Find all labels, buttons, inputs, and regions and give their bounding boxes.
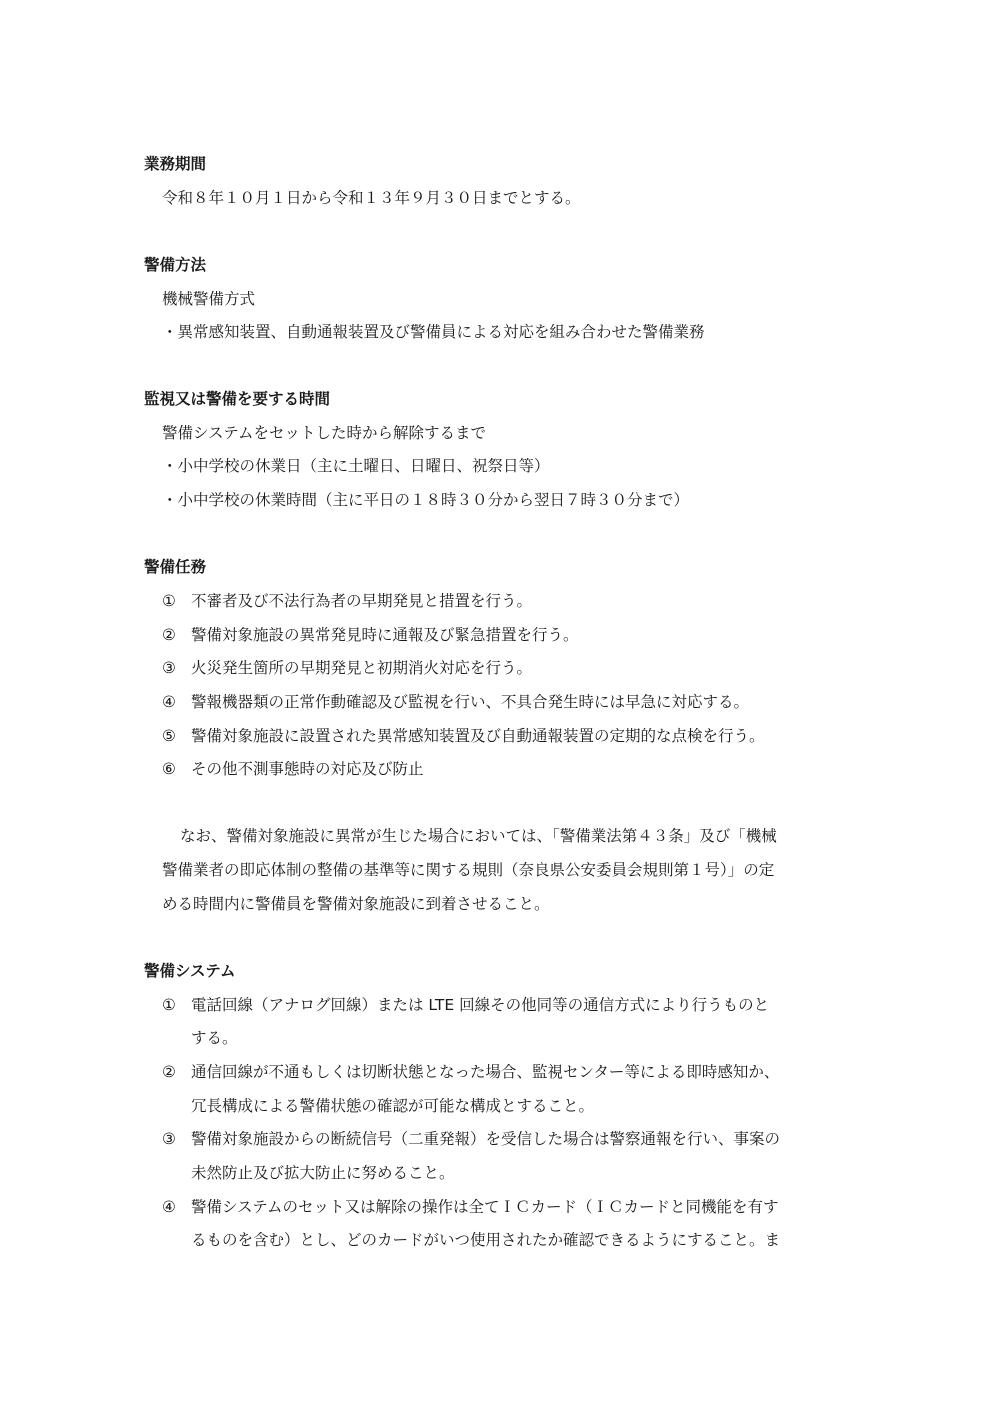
section-heading-time: 監視又は警備を要する時間 <box>144 390 331 408</box>
duty-item: 警備対象施設に設置された異常感知装置及び自動通報装置の定期的な点検を行う。 <box>191 727 765 745</box>
system-item-line: 未然防止及び拡大防止に努めること。 <box>191 1164 455 1182</box>
duty-number: ② <box>162 626 176 644</box>
system-number: ③ <box>162 1130 176 1148</box>
duty-item: 警報機器類の正常作動確認及び監視を行い、不具合発生時には早急に対応する。 <box>191 693 750 711</box>
section-heading-duties: 警備任務 <box>144 558 207 576</box>
note-line-2: 警備業者の即応体制の整備の基準等に関する規則（奈良県公安委員会規則第１号）」の定 <box>162 861 775 879</box>
duty-item: 不審者及び不法行為者の早期発見と措置を行う。 <box>191 592 533 610</box>
time-line-3: ・小中学校の休業時間（主に平日の１８時３０分から翌日７時３０分まで） <box>162 491 690 509</box>
system-item-line: 警備対象施設からの断続信号（二重発報）を受信した場合は警察通報を行い、事案の <box>191 1130 781 1148</box>
system-number: ② <box>162 1063 176 1081</box>
system-item-line: 通信回線が不通もしくは切断状態となった場合、監視センター等による即時感知か、 <box>191 1063 780 1081</box>
section-heading-method: 警備方法 <box>144 256 207 274</box>
time-line-1: 警備システムをセットした時から解除するまで <box>162 424 486 442</box>
duty-item: 火災発生箇所の早期発見と初期消火対応を行う。 <box>191 659 533 677</box>
system-item-line: 電話回線（アナログ回線）または LTE 回線その他同等の通信方式により行うものと <box>191 996 770 1014</box>
section-heading-system: 警備システム <box>144 962 236 980</box>
duty-number: ① <box>162 592 176 610</box>
system-number: ④ <box>162 1198 176 1216</box>
time-line-2: ・小中学校の休業日（主に土曜日、日曜日、祝祭日等） <box>162 457 550 475</box>
duty-item: 警備対象施設の異常発見時に通報及び緊急措置を行う。 <box>191 626 579 644</box>
duty-item: その他不測事態時の対応及び防止 <box>191 760 424 778</box>
system-item-line: 冗長構成による警備状態の確認が可能な構成とすること。 <box>191 1097 595 1115</box>
duty-number: ③ <box>162 659 176 677</box>
section-heading-period: 業務期間 <box>144 155 207 173</box>
method-line-2: ・異常感知装置、自動通報装置及び警備員による対応を組み合わせた警備業務 <box>162 323 705 341</box>
note-line-3: める時間内に警備員を警備対象施設に到着させること。 <box>162 895 550 913</box>
system-item-line: 警備システムのセット又は解除の操作は全てＩＣカード（ＩＣカードと同機能を有す <box>191 1198 779 1216</box>
system-item-line: るものを含む）とし、どのカードがいつ使用されたか確認できるようにすること。ま <box>191 1231 781 1249</box>
note-line-1: なお、警備対象施設に異常が生じた場合においては、「警備業法第４３条」及び「機械 <box>180 827 777 845</box>
duty-number: ④ <box>162 693 176 711</box>
period-text: 令和８年１０月１日から令和１３年９月３０日までとする。 <box>162 189 581 207</box>
duty-number: ⑥ <box>162 760 176 778</box>
system-item-line: する。 <box>191 1029 238 1047</box>
duty-number: ⑤ <box>162 727 176 745</box>
system-number: ① <box>162 996 176 1014</box>
method-line-1: 機械警備方式 <box>162 290 256 308</box>
